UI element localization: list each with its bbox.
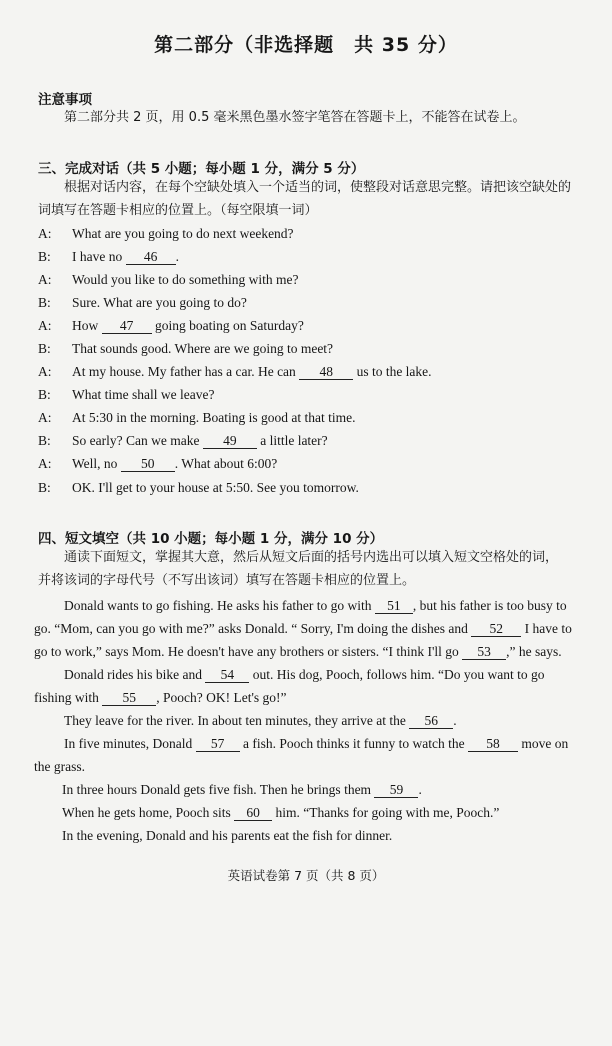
dialogue-text: going boating on Saturday? — [155, 318, 304, 333]
blank-47[interactable]: 47 — [102, 319, 152, 334]
section3-instruction-line1: 根据对话内容，在每个空缺处填入一个适当的词，使整段对话意思完整。请把该空缺处的 — [64, 180, 572, 195]
blank-52[interactable]: 52 — [471, 622, 521, 637]
dialogue-text: I have no — [72, 249, 123, 264]
dialogue-line — [38, 249, 179, 265]
blank-53[interactable]: 53 — [462, 645, 506, 660]
dialogue-text: us to the lake. — [356, 364, 432, 379]
dialogue-line — [38, 387, 214, 403]
dialogue-line — [38, 433, 328, 449]
dialogue-text: At my house. My father has a car. He can — [72, 364, 296, 379]
blank-49[interactable]: 49 — [203, 434, 257, 449]
passage-text: When he gets home, Pooch sits — [62, 805, 231, 820]
speaker-label: A: — [38, 318, 52, 333]
passage-text: ,” he says. — [506, 644, 562, 659]
speaker-label: A: — [38, 272, 52, 287]
passage-line: the grass. — [34, 759, 85, 774]
speaker-label: B: — [38, 433, 51, 448]
section4-heading: 四、短文填空（共 10 小题；每小题 1 分，满分 10 分） — [38, 531, 384, 547]
passage-line — [34, 617, 572, 640]
dialogue-text: . What about 6:00? — [174, 456, 278, 471]
passage-line — [34, 640, 562, 663]
passage-text: Donald wants to go fishing. He asks his father to go with — [64, 598, 372, 613]
passage-line — [64, 594, 567, 617]
passage-text: In three hours Donald gets five fish. Then he brings them — [62, 782, 372, 797]
dialogue-line — [38, 410, 355, 426]
passage-line — [62, 801, 499, 824]
dialogue-line — [38, 318, 304, 334]
notice-heading: 注意事项 — [38, 92, 92, 108]
passage-text: fishing with — [34, 690, 99, 705]
dialogue-text: What time shall we leave? — [72, 387, 215, 402]
speaker-label: A: — [38, 456, 52, 471]
dialogue-text: . — [175, 249, 179, 264]
dialogue-text: Would you like to do something with me? — [72, 272, 299, 287]
dialogue-line — [38, 226, 294, 242]
passage-line — [64, 732, 568, 755]
passage-text: move on — [521, 736, 569, 751]
passage-text: . — [453, 713, 457, 728]
passage-text: go. “Mom, can you go with me?” asks Donald. “ Sorry, I'm doing the dishes and — [34, 621, 468, 636]
dialogue-text: OK. I'll get to your house at 5:50. See you tomorrow. — [72, 480, 359, 495]
blank-48[interactable]: 48 — [299, 365, 353, 380]
passage-line — [62, 778, 422, 801]
passage-text: go to work,” says Mom. He doesn't have any brothers or sisters. “I think I'll go — [34, 644, 459, 659]
passage-text: out. His dog, Pooch, follows him. “Do you want to go — [252, 667, 545, 682]
passage-line — [64, 663, 544, 686]
speaker-label: B: — [38, 387, 51, 402]
passage-text: , but his father is too busy to — [412, 598, 567, 613]
section3-instruction-line2: 词填写在答题卡相应的位置上。（每空限填一词） — [38, 203, 318, 218]
blank-46[interactable]: 46 — [126, 250, 176, 265]
section3-heading: 三、完成对话（共 5 小题；每小题 1 分，满分 5 分） — [38, 161, 365, 177]
dialogue-text: How — [72, 318, 99, 333]
dialogue-line — [38, 480, 359, 496]
speaker-label: A: — [38, 364, 52, 379]
dialogue-line — [38, 295, 247, 311]
dialogue-line — [38, 272, 299, 288]
dialogue-text: At 5:30 in the morning. Boating is good at that time. — [72, 410, 356, 425]
blank-50[interactable]: 50 — [121, 457, 175, 472]
speaker-label: B: — [38, 295, 51, 310]
section4-instruction-line2: 并将该词的字母代号（不写出该词）填写在答题卡相应的位置上。 — [38, 573, 416, 588]
speaker-label: B: — [38, 480, 51, 495]
passage-text: . — [418, 782, 422, 797]
dialogue-text: Well, no — [72, 456, 118, 471]
dialogue-text: a little later? — [260, 433, 328, 448]
notice-text: 第二部分共 2 页，用 0.5 毫米黑色墨水签字笔答在答题卡上，不能答在试卷上。 — [64, 110, 526, 125]
passage-line — [64, 709, 457, 732]
passage-line: In the evening, Donald and his parents eat the fish for dinner. — [62, 828, 393, 843]
passage-text: , Pooch? OK! Let's go!” — [156, 690, 287, 705]
blank-55[interactable]: 55 — [102, 691, 156, 706]
passage-line — [34, 686, 287, 709]
dialogue-text: So early? Can we make — [72, 433, 200, 448]
passage-text: I have to — [524, 621, 572, 636]
speaker-label: A: — [38, 226, 52, 241]
passage-text: a fish. Pooch thinks it funny to watch the — [242, 736, 465, 751]
page-footer: 英语试卷第 7 页（共 8 页） — [227, 868, 385, 883]
dialogue-line — [38, 456, 277, 472]
dialogue-line — [38, 364, 432, 380]
blank-54[interactable]: 54 — [205, 668, 249, 683]
passage-text: him. “Thanks for going with me, Pooch.” — [275, 805, 500, 820]
page-title: 第二部分（非选择题 共 35 分） — [154, 34, 458, 56]
blank-56[interactable]: 56 — [409, 714, 453, 729]
passage-text: In five minutes, Donald — [64, 736, 193, 751]
section4-instruction-line1: 通读下面短文，掌握其大意，然后从短文后面的括号内选出可以填入短文空格处的词， — [64, 550, 559, 565]
blank-60[interactable]: 60 — [234, 806, 272, 821]
passage-text: They leave for the river. In about ten minutes, they arrive at the — [64, 713, 406, 728]
blank-58[interactable]: 58 — [468, 737, 518, 752]
passage-text: Donald rides his bike and — [64, 667, 202, 682]
blank-57[interactable]: 57 — [196, 737, 240, 752]
dialogue-text: Sure. What are you going to do? — [72, 295, 247, 310]
blank-59[interactable]: 59 — [374, 783, 418, 798]
dialogue-text: What are you going to do next weekend? — [72, 226, 294, 241]
dialogue-text: That sounds good. Where are we going to meet? — [72, 341, 334, 356]
speaker-label: B: — [38, 249, 51, 264]
speaker-label: B: — [38, 341, 51, 356]
speaker-label: A: — [38, 410, 52, 425]
blank-51[interactable]: 51 — [375, 599, 413, 614]
dialogue-line — [38, 341, 333, 357]
